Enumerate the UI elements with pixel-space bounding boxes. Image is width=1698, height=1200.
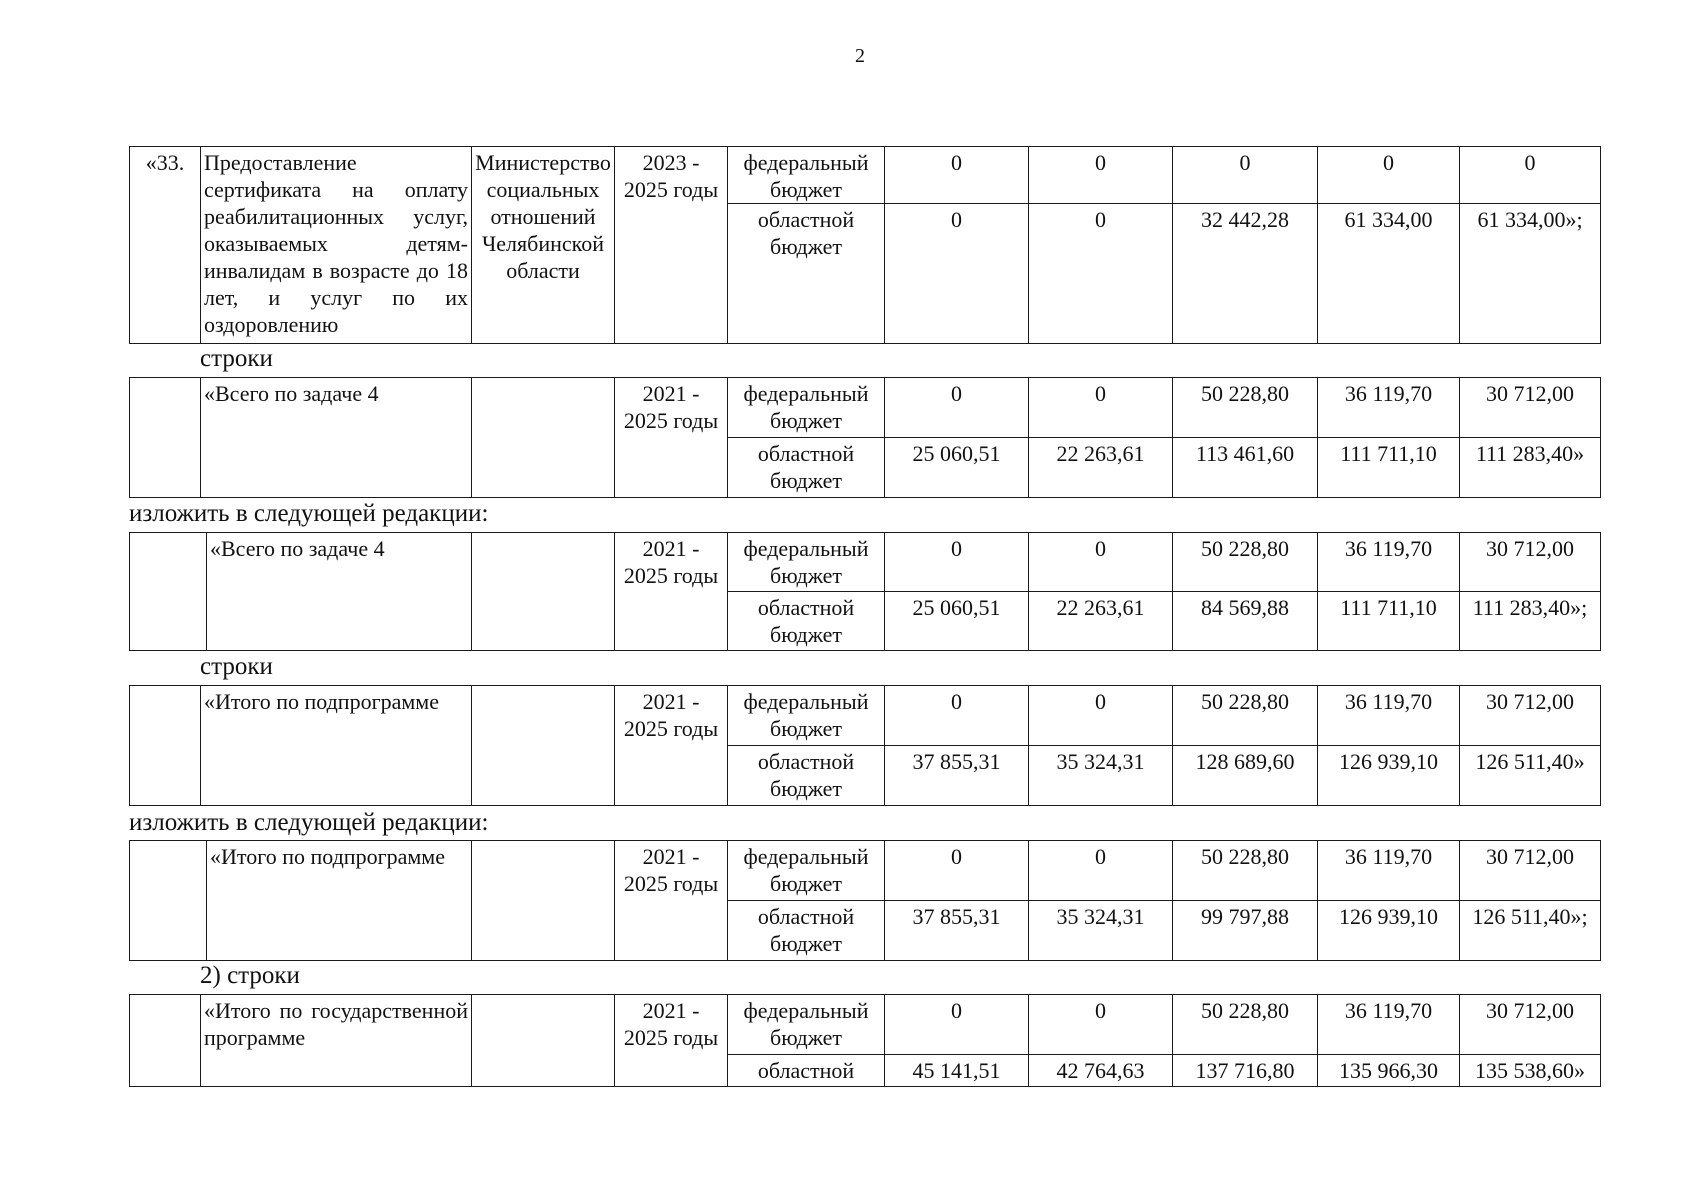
value-cell: 128 689,60	[1173, 746, 1318, 806]
value-cell: 0	[1029, 841, 1173, 901]
label-izlozhit: изложить в следующей редакции:	[129, 500, 489, 527]
activity-name: «Всего по задаче 4	[207, 533, 472, 651]
value-cell: 30 712,00	[1460, 686, 1601, 746]
value-cell: 0	[885, 204, 1029, 344]
row-number	[130, 378, 201, 498]
value-cell: 36 119,70	[1318, 533, 1460, 592]
value-cell: 50 228,80	[1173, 533, 1318, 592]
funding-source: областной бюджет	[728, 592, 885, 651]
value-cell: 84 569,88	[1173, 592, 1318, 651]
funding-source: областной	[728, 1055, 885, 1087]
table-row-33	[129, 146, 1601, 344]
value-cell: 30 712,00	[1460, 995, 1601, 1055]
value-cell: 36 119,70	[1318, 378, 1460, 438]
value-cell: 25 060,51	[885, 438, 1029, 498]
executor	[472, 995, 615, 1087]
executor	[472, 841, 615, 961]
funding-source: областной бюджет	[728, 204, 885, 344]
value-cell: 126 511,40»;	[1460, 901, 1601, 961]
value-cell: 99 797,88	[1173, 901, 1318, 961]
label-izlozhit: изложить в следующей редакции:	[129, 809, 489, 836]
value-cell: 0	[885, 147, 1029, 204]
value-cell: 25 060,51	[885, 592, 1029, 651]
value-cell: 36 119,70	[1318, 686, 1460, 746]
executor	[472, 378, 615, 498]
funding-source: федеральный бюджет	[728, 533, 885, 592]
value-cell: 45 141,51	[885, 1055, 1029, 1087]
value-cell: 0	[885, 686, 1029, 746]
value-cell: 50 228,80	[1173, 841, 1318, 901]
value-cell: 50 228,80	[1173, 686, 1318, 746]
value-cell: 0	[885, 841, 1029, 901]
label-stroki-2: 2) строки	[200, 962, 300, 989]
value-cell: 50 228,80	[1173, 378, 1318, 438]
funding-source: федеральный бюджет	[728, 686, 885, 746]
activity-name: «Итого по подпрограмме	[201, 686, 472, 806]
value-cell: 30 712,00	[1460, 378, 1601, 438]
activity-name: Предоставление сертификата на оплату реабилитационных услуг, оказываемых детям-инвалидам в возрасте до 18 лет, и услуг по их оздоровлению	[201, 147, 472, 344]
value-cell: 0	[1029, 995, 1173, 1055]
value-cell: 30 712,00	[1460, 533, 1601, 592]
executor	[472, 533, 615, 651]
value-cell: 32 442,28	[1173, 204, 1318, 344]
value-cell: 50 228,80	[1173, 995, 1318, 1055]
period: 2021 - 2025 годы	[615, 686, 728, 806]
row-number: «33.	[130, 147, 201, 344]
value-cell: 126 511,40»	[1460, 746, 1601, 806]
value-cell: 0	[885, 995, 1029, 1055]
value-cell: 35 324,31	[1029, 901, 1173, 961]
period: 2021 - 2025 годы	[615, 841, 728, 961]
value-cell: 0	[1318, 147, 1460, 204]
value-cell: 0	[1029, 533, 1173, 592]
period: 2021 - 2025 годы	[615, 995, 728, 1087]
value-cell: 42 764,63	[1029, 1055, 1173, 1087]
table-subprogram-new	[129, 840, 1601, 961]
value-cell: 111 283,40»;	[1460, 592, 1601, 651]
funding-source: областной бюджет	[728, 746, 885, 806]
value-cell: 30 712,00	[1460, 841, 1601, 901]
value-cell: 0	[1029, 204, 1173, 344]
funding-source: федеральный бюджет	[728, 995, 885, 1055]
table-subprogram-old	[129, 685, 1601, 806]
value-cell: 22 263,61	[1029, 438, 1173, 498]
value-cell: 0	[885, 533, 1029, 592]
value-cell: 61 334,00	[1318, 204, 1460, 344]
row-number	[130, 686, 201, 806]
page-number: 2	[855, 45, 865, 67]
period: 2021 - 2025 годы	[615, 533, 728, 651]
activity-name: «Итого по подпрограмме	[207, 841, 472, 961]
activity-name: «Итого по государственной программе	[201, 995, 472, 1087]
funding-source: областной бюджет	[728, 438, 885, 498]
funding-source: федеральный бюджет	[728, 147, 885, 204]
label-stroki: строки	[200, 653, 273, 680]
value-cell: 22 263,61	[1029, 592, 1173, 651]
period: 2023 - 2025 годы	[615, 147, 728, 344]
row-number	[130, 841, 207, 961]
row-number	[130, 533, 207, 651]
executor: Министерство социальных отношений Челябинской области	[472, 147, 615, 344]
value-cell: 135 966,30	[1318, 1055, 1460, 1087]
funding-source: федеральный бюджет	[728, 378, 885, 438]
value-cell: 61 334,00»;	[1460, 204, 1601, 344]
value-cell: 111 283,40»	[1460, 438, 1601, 498]
value-cell: 0	[1173, 147, 1318, 204]
value-cell: 0	[885, 378, 1029, 438]
value-cell: 135 538,60»	[1460, 1055, 1601, 1087]
value-cell: 37 855,31	[885, 901, 1029, 961]
value-cell: 37 855,31	[885, 746, 1029, 806]
executor	[472, 686, 615, 806]
funding-source: федеральный бюджет	[728, 841, 885, 901]
value-cell: 0	[1029, 378, 1173, 438]
label-stroki: строки	[200, 345, 273, 372]
value-cell: 0	[1460, 147, 1601, 204]
table-state-programme-old	[129, 994, 1601, 1087]
value-cell: 36 119,70	[1318, 995, 1460, 1055]
activity-name: «Всего по задаче 4	[201, 378, 472, 498]
value-cell: 137 716,80	[1173, 1055, 1318, 1087]
value-cell: 0	[1029, 686, 1173, 746]
funding-source: областной бюджет	[728, 901, 885, 961]
value-cell: 126 939,10	[1318, 901, 1460, 961]
row-number	[130, 995, 201, 1087]
value-cell: 111 711,10	[1318, 438, 1460, 498]
value-cell: 0	[1029, 147, 1173, 204]
value-cell: 113 461,60	[1173, 438, 1318, 498]
value-cell: 36 119,70	[1318, 841, 1460, 901]
value-cell: 35 324,31	[1029, 746, 1173, 806]
table-task4-new	[129, 532, 1601, 651]
period: 2021 - 2025 годы	[615, 378, 728, 498]
table-task4-old	[129, 377, 1601, 498]
value-cell: 111 711,10	[1318, 592, 1460, 651]
value-cell: 126 939,10	[1318, 746, 1460, 806]
